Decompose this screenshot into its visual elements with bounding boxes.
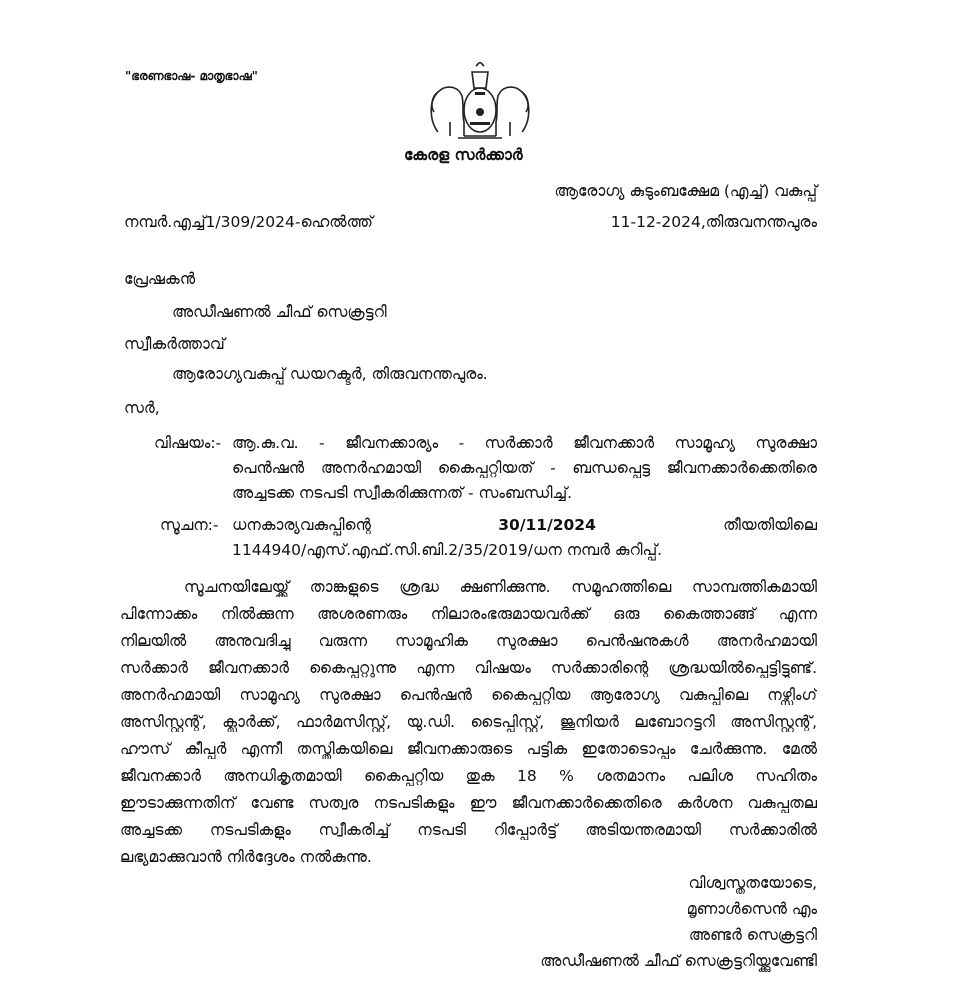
reference-number: നമ്പർ.എച്ച്1/309/2024-ഹെൽത്ത് xyxy=(124,213,373,231)
salutation: സർ, xyxy=(124,399,160,417)
sender-label: പ്രേഷകൻ xyxy=(124,270,196,288)
reference-line2: 1144940/എസ്.എഫ്.സി.ബി.2/35/2019/ധന നമ്പർ കുറിപ്പ്. xyxy=(232,541,663,559)
body-line: ജീവനക്കാർ അനധികൃതമായി കൈപ്പറ്റിയ തുക 18 % ശതമാനം പലിശ സഹിതം xyxy=(120,767,817,785)
signature-closing: വിശ്വസ്തതയോടെ, xyxy=(688,874,817,892)
recipient-label: സ്വീകർത്താവ് xyxy=(124,335,225,353)
date-place: 11-12-2024,തിരുവനന്തപുരം xyxy=(610,213,817,231)
subject-line: അച്ചടക്ക നടപടി സ്വീകരിക്കുന്നത് - സംബന്ധിച്ച്. xyxy=(232,484,573,502)
signature-name: മൃണാൾസെൻ എം xyxy=(686,900,817,918)
reference-line xyxy=(232,516,817,535)
body-line: അസിസ്റ്റന്റ്, ക്ലാർക്ക്, ഫാർമസിസ്റ്റ്, യു.ഡി. ടൈപ്പിസ്റ്റ്, ജൂനിയർ ലബോറട്ടറി അസിസ്റ്റന്റ്, xyxy=(120,713,817,731)
body-line: അനർഹമായി സാമൂഹ്യ സുരക്ഷാ പെൻഷൻ കൈപ്പറ്റിയ ആരോഗ്യ വകുപ്പിലെ നഴ്സിംഗ് xyxy=(120,686,817,704)
signature-on-behalf: അഡീഷണൽ ചീഫ് സെക്രട്ടറിയ്ക്കുവേണ്ടി xyxy=(540,952,817,970)
sender-name: അഡീഷണൽ ചീഫ് സെക്രട്ടറി xyxy=(172,303,387,321)
body-line: ഈടാക്കുന്നതിന് വേണ്ട സത്വര നടപടികളും ഈ ജീവനക്കാർക്കെതിരെ കർശന വകുപ്പുതല xyxy=(120,794,817,812)
department-name: ആരോഗ്യ കുടുംബക്ഷേമ (എച്ച്) വകുപ്പ് xyxy=(554,182,817,200)
body-line: ലഭ്യമാക്കുവാൻ നിർദ്ദേശം നൽകുന്നു. xyxy=(120,848,372,866)
government-title: കേരള സർക്കാർ xyxy=(404,146,523,164)
body-line: അച്ചടക്ക നടപടികളും സ്വീകരിച്ച് നടപടി റിപ്പോർട്ട് അടിയന്തരമായി സർക്കാരിൽ xyxy=(120,821,817,839)
reference-part2: തീയതിയിലെ xyxy=(723,516,817,534)
subject-line: പെൻഷൻ അനർഹമായി കൈപ്പറ്റിയത് - ബന്ധപ്പെട്ട ജീവനക്കാർക്കെതിരെ xyxy=(232,459,817,477)
subject-label: വിഷയം:- xyxy=(154,434,222,452)
signature-designation: അണ്ടർ സെക്രട്ടറി xyxy=(688,926,817,944)
language-motto: "ഭരണഭാഷ- മാതൃഭാഷ" xyxy=(125,69,258,83)
reference-date: 30/11/2024 xyxy=(498,516,596,534)
body-line: ഹൗസ് കീപ്പർ എന്നീ തസ്തികയിലെ ജീവനക്കാരുടെ പട്ടിക ഇതോടൊപ്പം ചേർക്കുന്നു. മേൽ xyxy=(120,740,817,758)
body-line: പിന്നോക്കം നിൽക്കുന്ന അശരണരും നിലാരംഭരുമായവർക്ക് ഒരു കൈത്താങ്ങ് എന്ന xyxy=(120,605,817,623)
kerala-emblem-icon xyxy=(420,62,540,144)
reference-part1: ധനകാര്യവകുപ്പിന്റെ xyxy=(232,516,371,534)
body-line: നിലയിൽ അനുവദിച്ചു വരുന്ന സാമൂഹിക സുരക്ഷാ പെൻഷനുകൾ അനർഹമായി xyxy=(120,632,817,650)
reference-label: സൂചന:- xyxy=(160,516,219,534)
recipient-name: ആരോഗ്യവകുപ്പ് ഡയറക്ടർ, തിരുവനന്തപുരം. xyxy=(172,365,488,383)
body-line: സർക്കാർ ജീവനക്കാർ കൈപ്പറ്റുന്നു എന്ന വിഷയം സർക്കാരിന്റെ ശ്രദ്ധയിൽപ്പെട്ടിട്ടുണ്ട്. xyxy=(120,659,817,677)
body-line: സൂചനയിലേയ്ക്ക് താങ്കളുടെ ശ്രദ്ധ ക്ഷണിക്കുന്നു. സമൂഹത്തിലെ സാമ്പത്തികമായി xyxy=(184,578,817,596)
subject-line: ആ.കു.വ. - ജീവനക്കാര്യം - സർക്കാർ ജീവനക്കാർ സാമൂഹ്യ സുരക്ഷാ xyxy=(232,434,817,452)
